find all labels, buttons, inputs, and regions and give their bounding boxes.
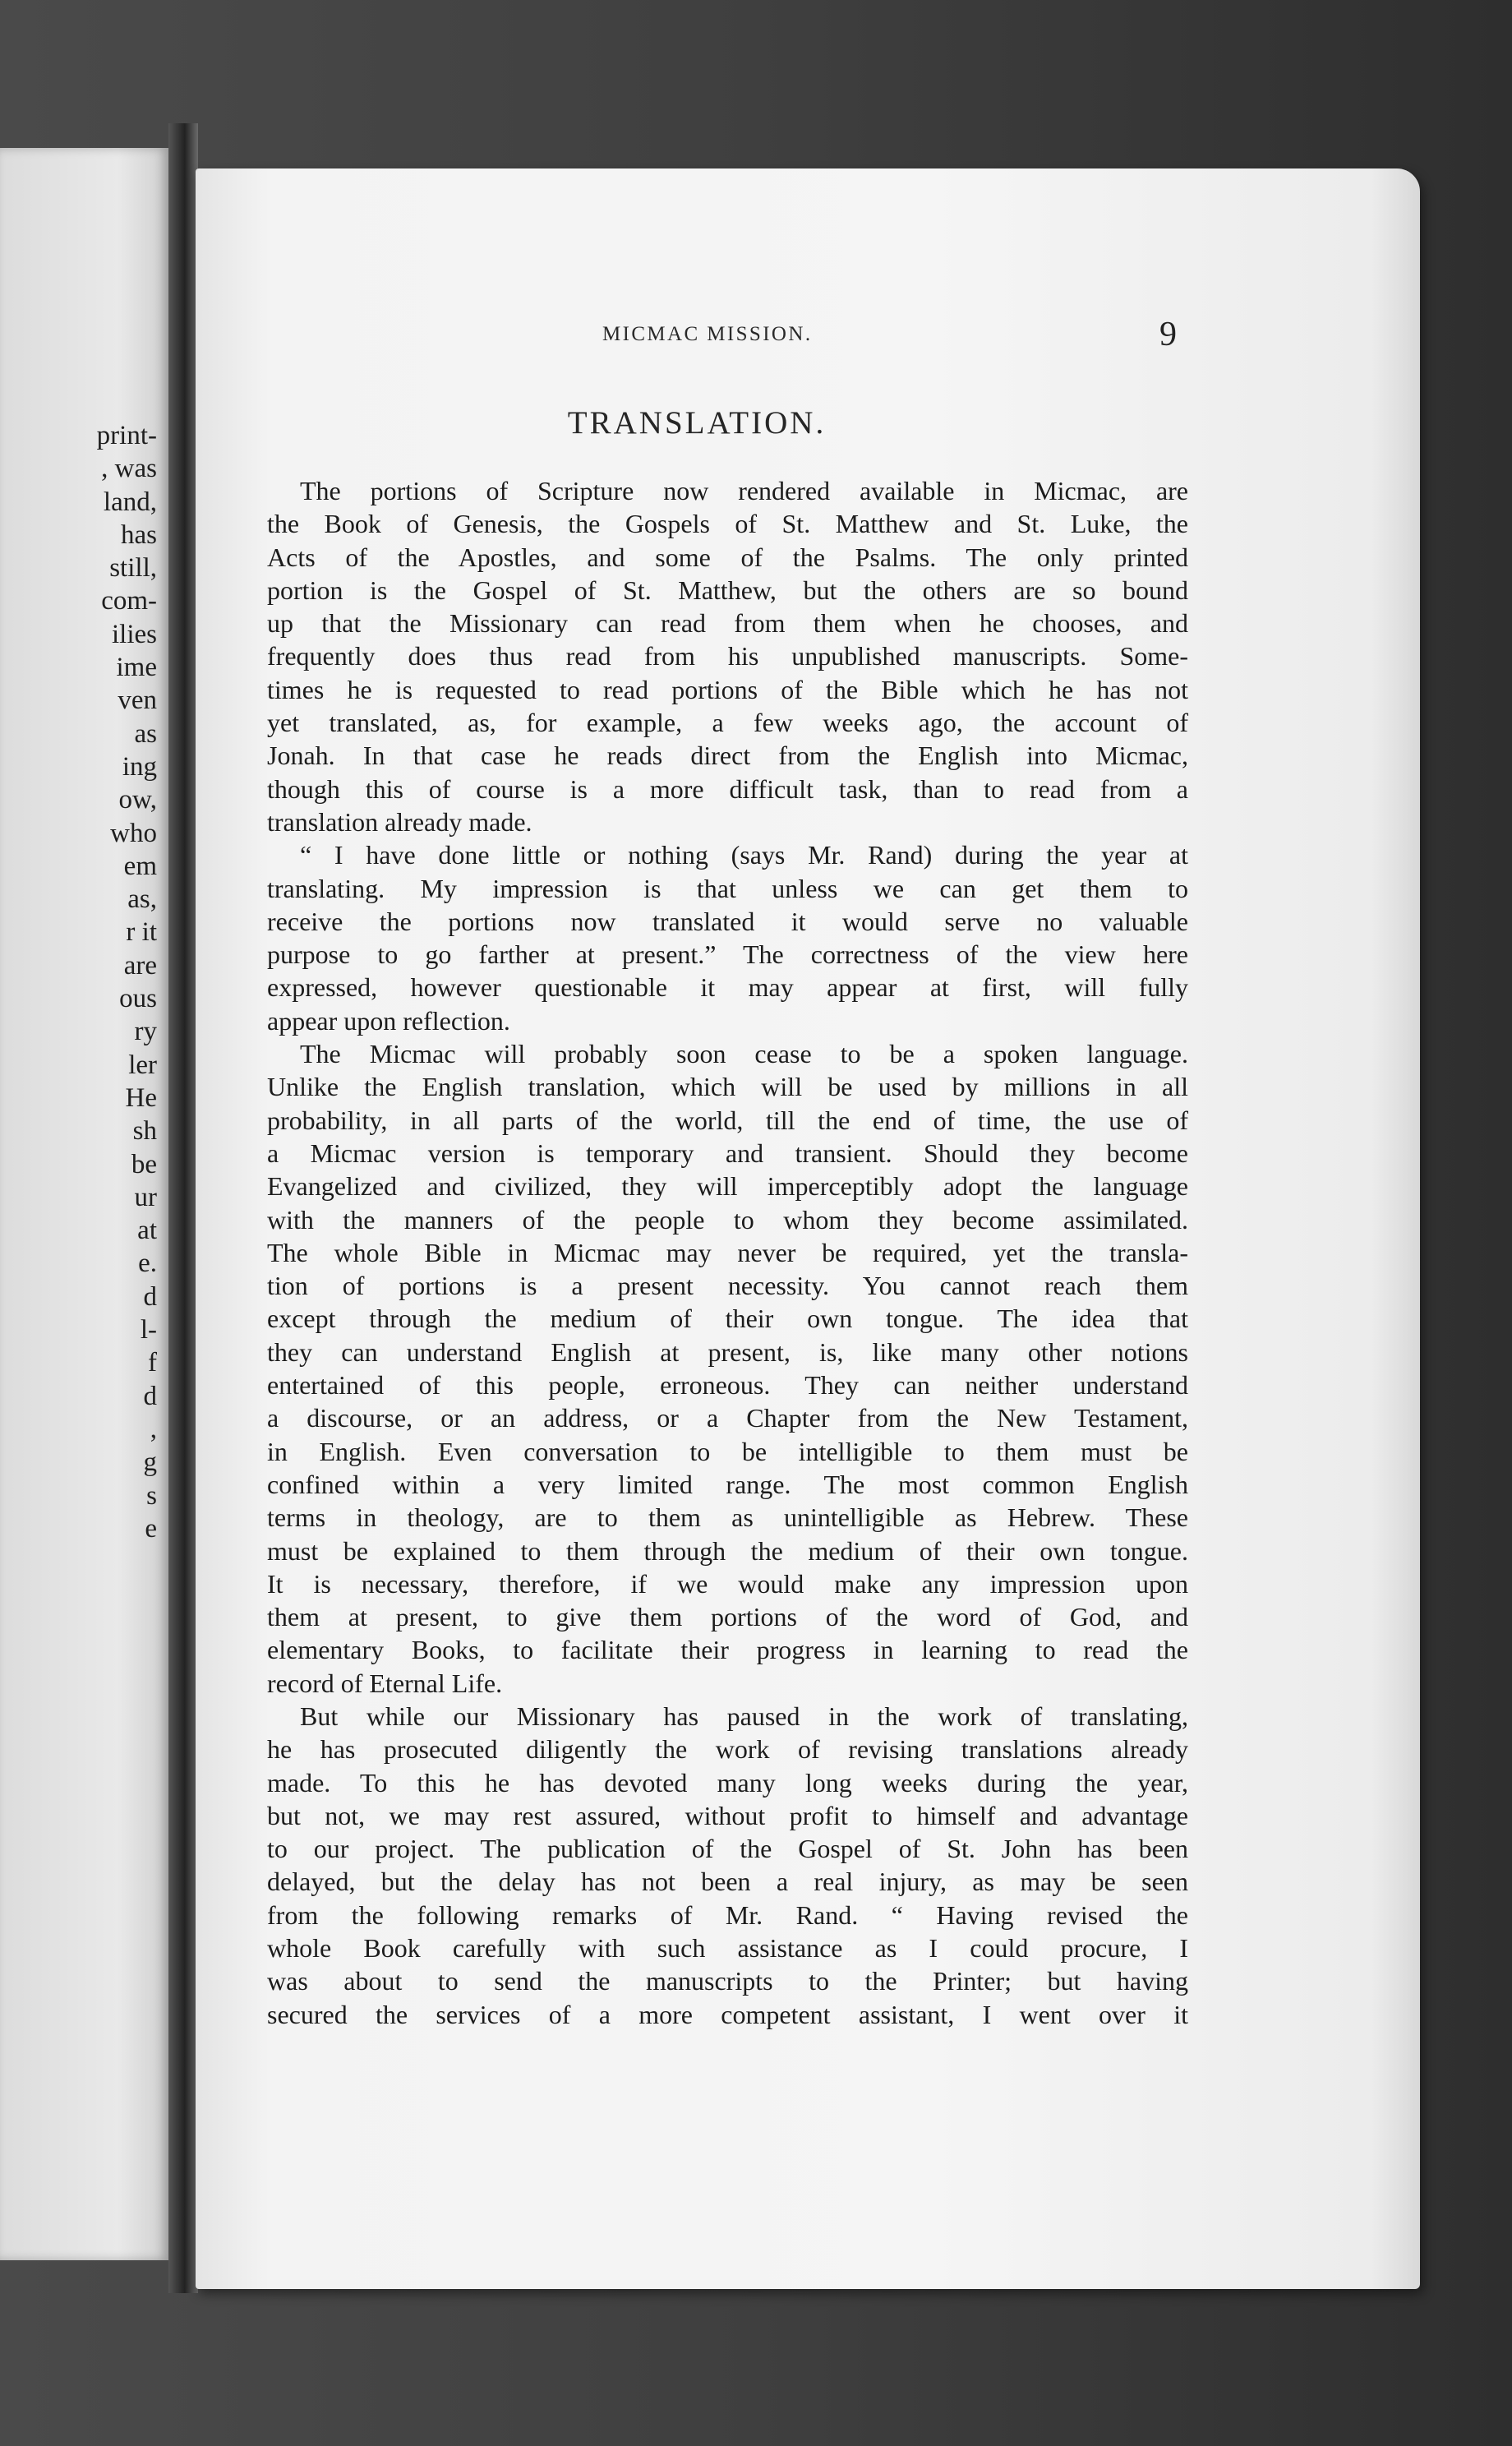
text-line: from the following remarks of Mr. Rand. “ Having revised the: [267, 1899, 1188, 1930]
text-line: translation already made.: [267, 806, 532, 837]
text-line: Acts of the Apostles, and some of the Psalms. The only printed: [267, 542, 1188, 572]
text-line: a discourse, or an address, or a Chapter from the New Testament,: [267, 1403, 1188, 1433]
left-page-fragment: e.: [138, 1248, 157, 1279]
left-page-fragment: ow,: [118, 785, 157, 815]
left-page-fragment: are: [123, 950, 157, 981]
left-page-fragment: land,: [103, 487, 157, 517]
left-page-fragment: ven: [118, 685, 157, 716]
left-page-fragment: e: [145, 1513, 157, 1544]
text-line: except through the medium of their own tongue. The idea that: [267, 1304, 1188, 1334]
text-line: record of Eternal Life.: [267, 1668, 503, 1698]
left-page-fragment: ler: [128, 1050, 157, 1080]
left-page-fragment: d: [143, 1381, 157, 1411]
text-line: made. To this he has devoted many long weeks during the year,: [267, 1767, 1188, 1798]
text-line: translating. My impression is that unless we can get them to: [267, 873, 1188, 903]
page-number: 9: [1159, 316, 1177, 353]
text-line: up that the Missionary can read from them when he chooses, and: [267, 608, 1188, 639]
text-line: The Micmac will probably soon cease to be a spoken language.: [300, 1039, 1188, 1069]
right-page: [196, 168, 1420, 2289]
left-page-fragment: ,: [150, 1414, 157, 1444]
left-page-fragment: ime: [116, 653, 157, 683]
left-page-fragment: print-: [96, 421, 157, 450]
text-line: The portions of Scripture now rendered available in Micmac, are: [300, 476, 1188, 505]
text-line: terms in theology, are to them as unintelligible as Hebrew. These: [267, 1502, 1188, 1533]
text-line: appear upon reflection.: [267, 1005, 510, 1036]
text-line: must be explained to them through the medium of their own tongue.: [267, 1535, 1188, 1566]
section-title: TRANSLATION.: [567, 405, 827, 441]
text-line: tion of portions is a present necessity. You cannot reach them: [267, 1271, 1188, 1301]
running-head: [196, 315, 1420, 364]
left-page-fragment: sh: [132, 1116, 157, 1147]
body-text: [267, 474, 1188, 2031]
text-line: in English. Even conversation to be intelligible to them must be: [267, 1436, 1188, 1466]
text-line: portion is the Gospel of St. Matthew, but the others are so bound: [267, 575, 1188, 605]
text-line: The whole Bible in Micmac may never be required, yet the transla-: [267, 1237, 1188, 1267]
left-page-fragment: com-: [101, 586, 157, 616]
text-line: was about to send the manuscripts to the Printer; but having: [267, 1966, 1188, 1996]
text-line: to our project. The publication of the Gospel of St. John has been: [267, 1834, 1188, 1864]
left-page-fragment: f: [148, 1348, 157, 1378]
left-page-fragment: ur: [134, 1182, 157, 1212]
text-line: yet translated, as, for example, a few weeks ago, the account of: [267, 708, 1188, 738]
text-line: frequently does thus read from his unpublished manuscripts. Some-: [267, 641, 1188, 671]
left-page-fragment: r it: [126, 917, 157, 948]
text-line: confined within a very limited range. The most common English: [267, 1469, 1188, 1499]
text-line: a Micmac version is temporary and transient. Should they become: [267, 1138, 1188, 1168]
left-page-fragment: still,: [109, 553, 157, 584]
text-line: elementary Books, to facilitate their progress in learning to read the: [267, 1635, 1188, 1665]
left-page-fragment: ous: [119, 984, 157, 1014]
text-line: expressed, however questionable it may appear at first, will fully: [267, 972, 1188, 1003]
text-line: secured the services of a more competent assistant, I went over it: [267, 1999, 1188, 2029]
left-page-fragment: ing: [122, 751, 157, 782]
text-line: But while our Missionary has paused in the work of translating,: [300, 1701, 1188, 1731]
text-line: “ I have done little or nothing (says Mr. Rand) during the year at: [300, 840, 1188, 870]
text-line: Jonah. In that case he reads direct from the English into Micmac,: [267, 741, 1188, 771]
text-line: entertained of this people, erroneous. They can neither understand: [267, 1370, 1188, 1401]
text-line: It is necessary, therefore, if we would make any impression upon: [267, 1568, 1188, 1599]
left-page-text-fragments: [97, 419, 157, 1545]
text-line: he has prosecuted diligently the work of revising translations already: [267, 1734, 1188, 1765]
left-page-fragment: ry: [134, 1017, 157, 1047]
text-line: receive the portions now translated it would serve no valuable: [267, 906, 1188, 936]
running-title: MICMAC MISSION.: [602, 323, 813, 345]
text-line: though this of course is a more difficult task, than to read from a: [267, 773, 1188, 804]
left-page-fragment: g: [143, 1447, 157, 1478]
left-page-fragment: d: [143, 1281, 157, 1312]
text-line: Evangelized and civilized, they will imperceptibly adopt the language: [267, 1171, 1188, 1202]
text-line: but not, we may rest assured, without profit to himself and advantage: [267, 1800, 1188, 1830]
left-page-fragment: ilies: [112, 619, 157, 649]
left-facing-page: [0, 148, 168, 2260]
text-line: delayed, but the delay has not been a real injury, as may be seen: [267, 1867, 1188, 1897]
text-line: them at present, to give them portions of the word of God, and: [267, 1602, 1188, 1632]
left-page-fragment: He: [125, 1082, 157, 1113]
left-page-fragment: has: [121, 519, 157, 550]
left-page-fragment: as,: [127, 884, 157, 915]
text-line: probability, in all parts of the world, till the end of time, the use of: [267, 1105, 1188, 1135]
text-line: purpose to go farther at present.” The correctness of the view here: [267, 939, 1188, 970]
left-page-fragment: at: [137, 1216, 157, 1246]
text-line: whole Book carefully with such assistance as I could procure, I: [267, 1933, 1188, 1964]
text-line: the Book of Genesis, the Gospels of St. Matthew and St. Luke, the: [267, 509, 1188, 539]
text-line: times he is requested to read portions of the Bible which he has not: [267, 674, 1188, 704]
left-page-fragment: who: [110, 818, 157, 848]
text-line: they can understand English at present, is, like many other notions: [267, 1336, 1188, 1367]
left-page-fragment: l-: [140, 1315, 157, 1345]
left-page-fragment: be: [131, 1149, 157, 1179]
text-line: with the manners of the people to whom they become assimilated.: [267, 1204, 1188, 1235]
text-line: Unlike the English translation, which will be used by millions in all: [267, 1072, 1188, 1102]
book-gutter: [168, 123, 198, 2293]
left-page-fragment: as: [134, 718, 157, 749]
left-page-fragment: s: [146, 1480, 157, 1511]
left-page-fragment: , was: [101, 454, 157, 484]
left-page-fragment: em: [123, 851, 157, 881]
